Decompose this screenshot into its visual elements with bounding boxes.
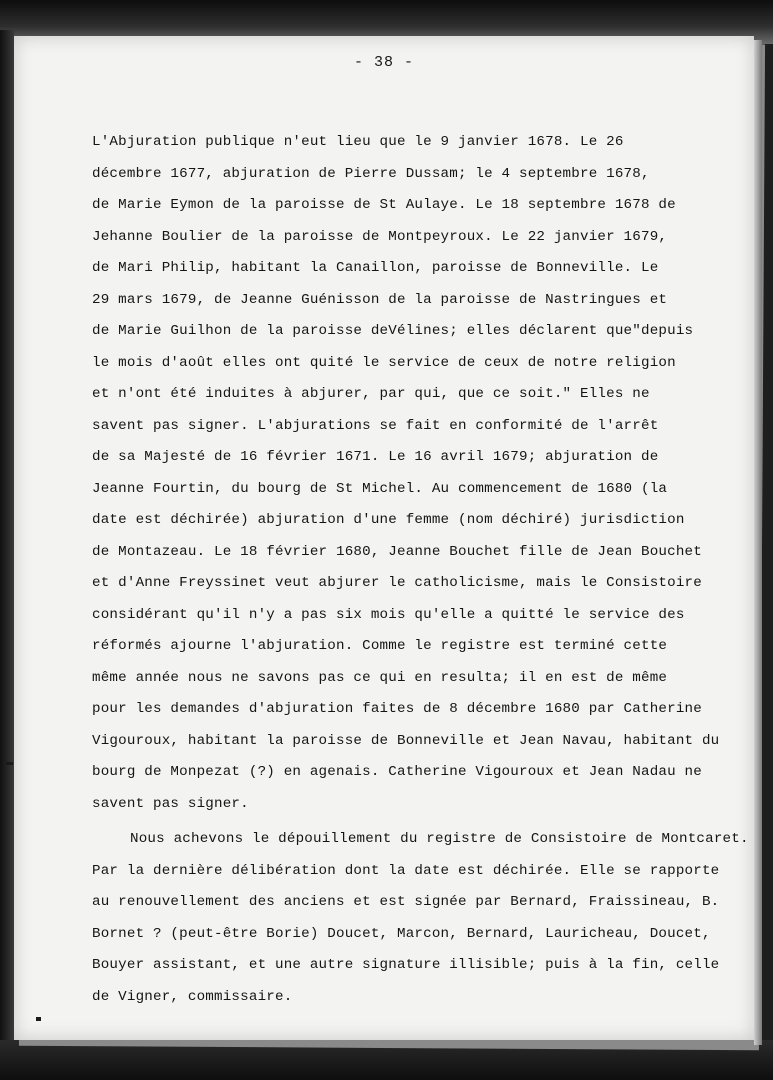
- page-number: - 38 -: [353, 54, 414, 71]
- text-line: même année nous ne savons pas ce qui en resulta; il en est de même: [92, 669, 668, 686]
- text-line: savent pas signer.: [92, 795, 249, 812]
- text-line: Jehanne Boulier de la paroisse de Montpeyroux. Le 22 janvier 1679,: [92, 228, 668, 245]
- text-line: de Vigner, commissaire.: [92, 988, 293, 1005]
- text-line: pour les demandes d'abjuration faites de 8 décembre 1680 par Catherine: [92, 701, 702, 717]
- document-body: [92, 127, 749, 1013]
- text-line: savent pas signer. L'abjurations se fait en conformité de l'arrêt: [92, 417, 659, 434]
- text-line: le mois d'août elles ont quité le service de ceux de notre religion: [92, 354, 676, 371]
- text-line: de Marie Guilhon de la paroisse deVélines; elles déclarent que"depuis: [92, 323, 694, 339]
- text-line: L'Abjuration publique n'eut lieu que le 9 janvier 1678. Le 26: [92, 134, 624, 150]
- text-line: et d'Anne Freyssinet veut abjurer le catholicisme, mais le Consistoire: [92, 575, 702, 591]
- text-line: réformés ajourne l'abjuration. Comme le registre est terminé cette: [92, 638, 668, 654]
- text-line: de sa Majesté de 16 février 1671. Le 16 avril 1679; abjuration de: [92, 449, 659, 465]
- text-line: au renouvellement des anciens et est signée par Bernard, Fraissineau, B.: [92, 894, 720, 910]
- text-line: considérant qu'il n'y a pas six mois qu'elle a quitté le service des: [92, 606, 685, 623]
- margin-mark: [36, 1017, 41, 1021]
- text-line: Par la dernière délibération dont la date est déchirée. Elle se rapporte: [92, 862, 720, 879]
- paragraph-1: [92, 127, 732, 820]
- page-edge: [754, 40, 762, 1045]
- text-line: Nous achevons le dépouillement du registre de Consistoire de Montcaret.: [130, 831, 749, 847]
- document-page: [14, 36, 754, 1040]
- paragraph-2: [92, 824, 749, 1013]
- text-line: Vigouroux, habitant la paroisse de Bonneville et Jean Navau, habitant du: [92, 732, 720, 749]
- text-line: de Montazeau. Le 18 février 1680, Jeanne Bouchet fille de Jean Bouchet: [92, 543, 702, 560]
- text-line: et n'ont été induites à abjurer, par qui, que ce soit." Elles ne: [92, 386, 650, 402]
- scan-background-left: [0, 30, 14, 1050]
- margin-mark: [6, 762, 13, 765]
- text-line: décembre 1677, abjuration de Pierre Dussam; le 4 septembre 1678,: [92, 165, 650, 182]
- text-line: de Mari Philip, habitant la Canaillon, paroisse de Bonneville. Le: [92, 260, 659, 276]
- text-line: Bouyer assistant, et une autre signature illisible; puis à la fin, celle: [92, 957, 720, 973]
- text-line: 29 mars 1679, de Jeanne Guénisson de la paroisse de Nastringues et: [92, 291, 668, 308]
- text-line: date est déchirée) abjuration d'une femme (nom déchiré) jurisdiction: [92, 512, 685, 528]
- text-line: Jeanne Fourtin, du bourg de St Michel. Au commencement de 1680 (la: [92, 480, 668, 497]
- text-line: bourg de Monpezat (?) en agenais. Catherine Vigouroux et Jean Nadau ne: [92, 764, 702, 780]
- text-line: de Marie Eymon de la paroisse de St Aulaye. Le 18 septembre 1678 de: [92, 197, 676, 213]
- text-line: Bornet ? (peut-être Borie) Doucet, Marcon, Bernard, Lauricheau, Doucet,: [92, 925, 711, 942]
